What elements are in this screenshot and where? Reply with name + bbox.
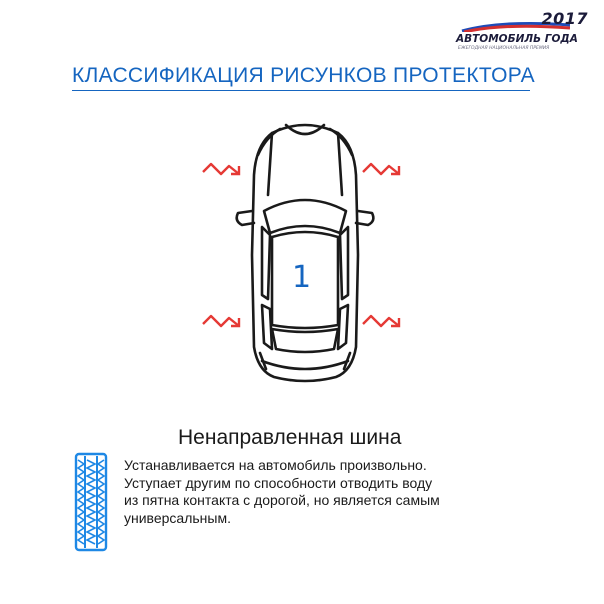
tire-tread-icon [74, 452, 108, 552]
page-title: КЛАССИФИКАЦИЯ РИСУНКОВ ПРОТЕКТОРА [72, 64, 535, 87]
award-logo [450, 6, 600, 52]
award-year: 2017 [541, 9, 588, 28]
description-line: Устанавливается на автомобиль произвольно. [124, 457, 427, 473]
zigzag-arrow-icon [197, 156, 247, 180]
description-line: универсальным. [124, 509, 231, 526]
tire-description [124, 457, 524, 527]
award-name: АВТОМОБИЛЬ ГОДА [456, 33, 578, 45]
zigzag-arrow-icon [357, 308, 407, 332]
diagram-number: 1 [292, 260, 312, 295]
tire-type-title: Ненаправленная шина [178, 426, 402, 449]
title-underline [72, 90, 530, 91]
description-line: Уступает другим по способности отводить воду [124, 474, 433, 491]
award-subtitle: ЕЖЕГОДНАЯ НАЦИОНАЛЬНАЯ ПРЕМИЯ [458, 46, 550, 51]
zigzag-arrow-icon [357, 156, 407, 180]
description-line: из пятна контакта с дорогой, но является самым [124, 492, 440, 508]
zigzag-arrow-icon [197, 308, 247, 332]
